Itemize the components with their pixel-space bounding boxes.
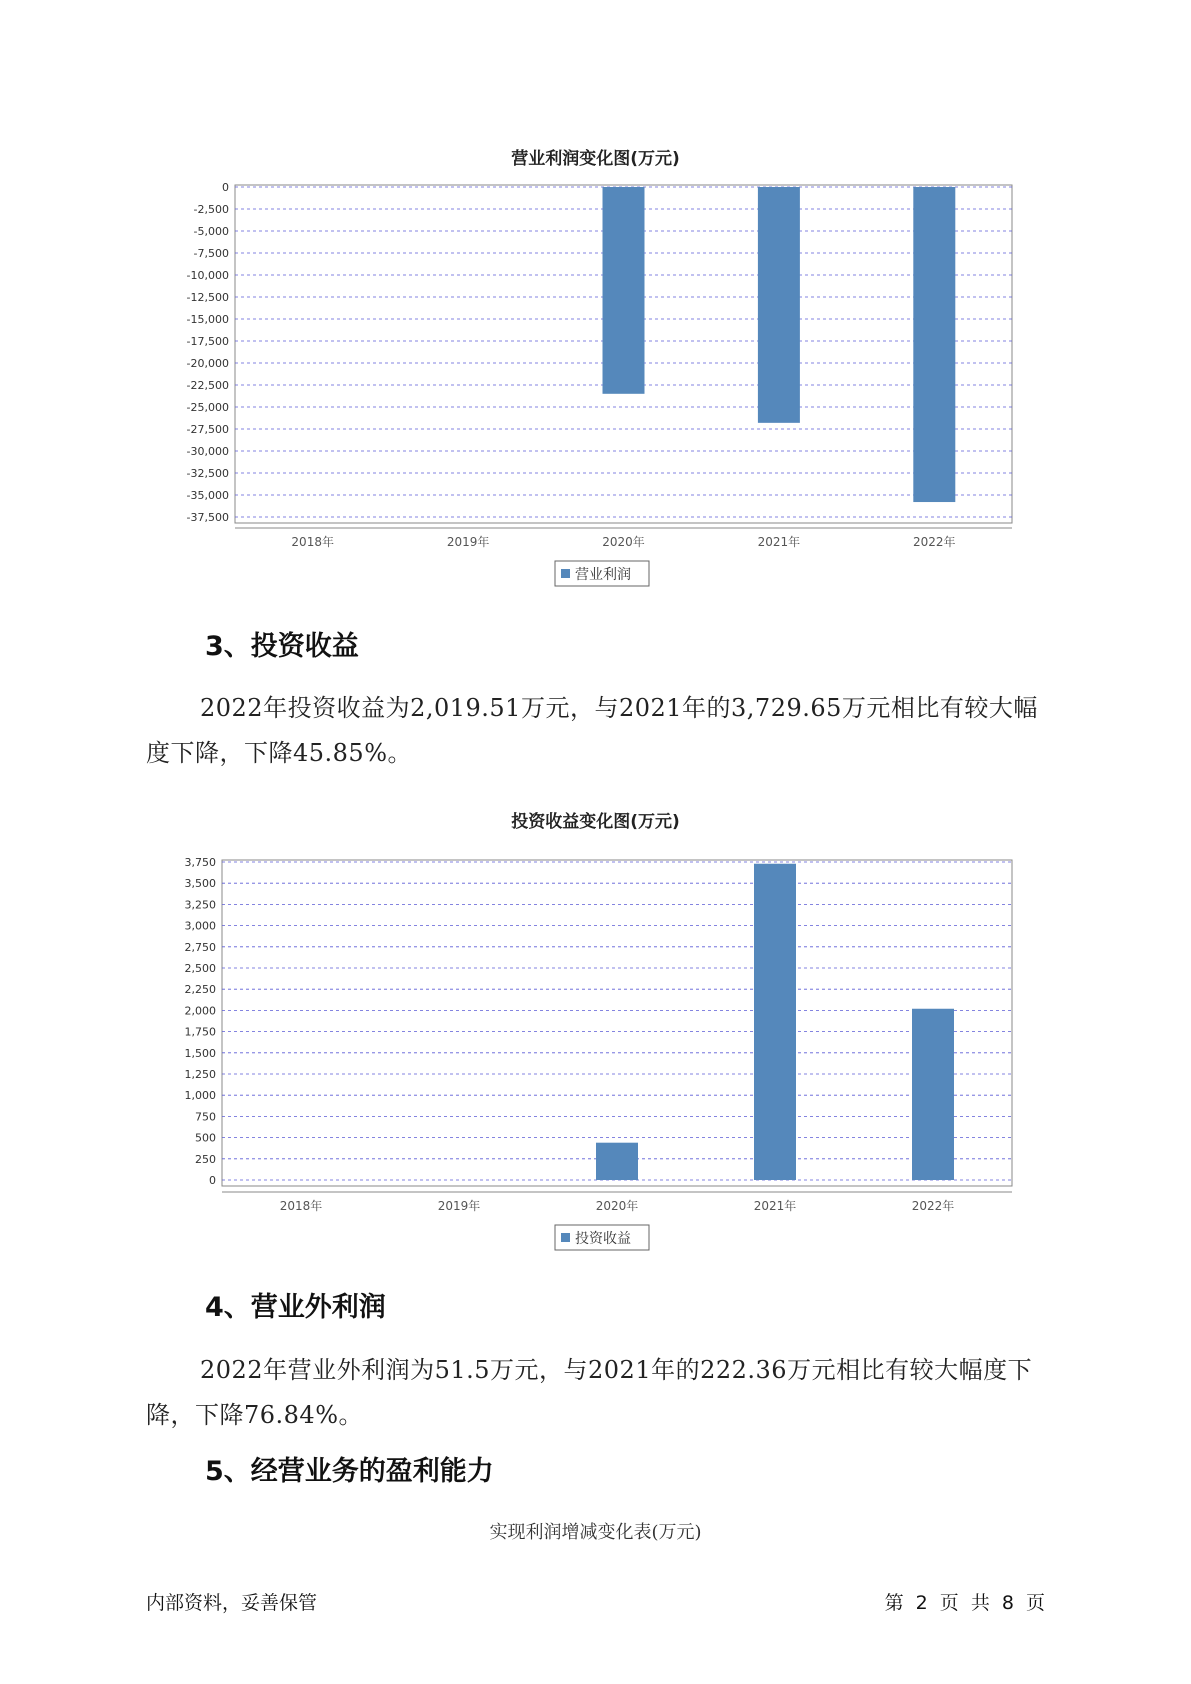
legend-label: 营业利润: [575, 567, 631, 583]
section-3-text: 2022年投资收益为2,019.51万元，与2021年的3,729.65万元相比有较大幅度下降，下降45.85%。: [146, 694, 1038, 767]
y-tick-label: 3,250: [184, 898, 216, 912]
y-tick-label: 1,750: [184, 1025, 216, 1039]
y-tick-label: -25,000: [186, 401, 229, 414]
y-tick-label: -35,000: [186, 489, 229, 502]
x-tick-label: 2022年: [913, 535, 956, 549]
bar: [754, 864, 796, 1180]
y-tick-label: 1,250: [184, 1068, 216, 1081]
y-tick-label: -10,000: [186, 269, 229, 282]
y-tick-label: 250: [195, 1152, 216, 1166]
y-tick-label: 3,500: [184, 877, 216, 891]
y-tick-label: -5,000: [193, 225, 229, 238]
legend: [555, 1225, 649, 1250]
x-tick-label: 2021年: [753, 1199, 797, 1213]
section-4-paragraph: [146, 1348, 1046, 1438]
y-tick-label: -7,500: [193, 247, 229, 260]
x-tick-label: 2020年: [602, 535, 645, 549]
y-tick-label: -37,500: [186, 511, 229, 524]
y-tick-label: 3,000: [184, 919, 216, 933]
footer-confidential: 内部资料，妥善保管: [146, 1592, 318, 1614]
x-tick-label: 2018年: [279, 1199, 323, 1213]
y-tick-label: -15,000: [186, 313, 229, 326]
plot-frame: [222, 860, 1012, 1186]
chart1-title: 营业利润变化图(万元): [511, 149, 680, 169]
bar: [596, 1143, 638, 1180]
section-4-heading: 4、营业外利润: [205, 1292, 386, 1323]
y-tick-label: 2,000: [184, 1004, 216, 1018]
y-tick-label: -12,500: [186, 291, 229, 304]
x-tick-label: 2018年: [291, 535, 334, 549]
chart2-title: 投资收益变化图(万元): [511, 812, 680, 832]
y-tick-label: 0: [222, 181, 229, 194]
y-tick-label: -20,000: [186, 357, 229, 370]
legend-swatch: [561, 1233, 570, 1242]
y-tick-label: 1,500: [184, 1046, 216, 1060]
y-tick-label: -2,500: [193, 203, 229, 216]
y-tick-label: 500: [195, 1131, 216, 1145]
y-tick-label: -22,500: [186, 379, 229, 392]
table-title: 实现利润增减变化表(万元): [489, 1522, 702, 1543]
x-tick-label: 2019年: [446, 535, 490, 549]
y-tick-label: -17,500: [186, 335, 229, 348]
y-tick-label: 2,250: [184, 983, 216, 997]
y-tick-label: -30,000: [186, 445, 229, 458]
x-tick-label: 2019年: [437, 1199, 481, 1213]
footer-page-number: 第 2 页 共 8 页: [884, 1592, 1045, 1614]
section-5-heading: 5、经营业务的盈利能力: [205, 1456, 494, 1487]
y-tick-label: 2,500: [184, 962, 216, 975]
x-tick-label: 2021年: [757, 535, 801, 549]
section-4-text: 2022年营业外利润为51.5万元，与2021年的222.36万元相比有较大幅度下降，下降76.84%。: [146, 1356, 1033, 1429]
y-tick-label: 0: [209, 1174, 216, 1187]
y-tick-label: 750: [195, 1110, 216, 1124]
y-tick-label: -27,500: [186, 423, 229, 436]
bar: [912, 1009, 954, 1180]
section-3-heading: 3、投资收益: [205, 631, 359, 662]
y-tick-label: 1,000: [184, 1089, 216, 1103]
y-tick-label: 3,750: [184, 856, 216, 869]
x-tick-label: 2022年: [911, 1199, 955, 1213]
x-tick-label: 2020年: [595, 1199, 639, 1213]
y-tick-label: -32,500: [186, 467, 229, 480]
legend-label: 投资收益: [575, 1231, 631, 1247]
y-tick-label: 2,750: [184, 940, 216, 954]
